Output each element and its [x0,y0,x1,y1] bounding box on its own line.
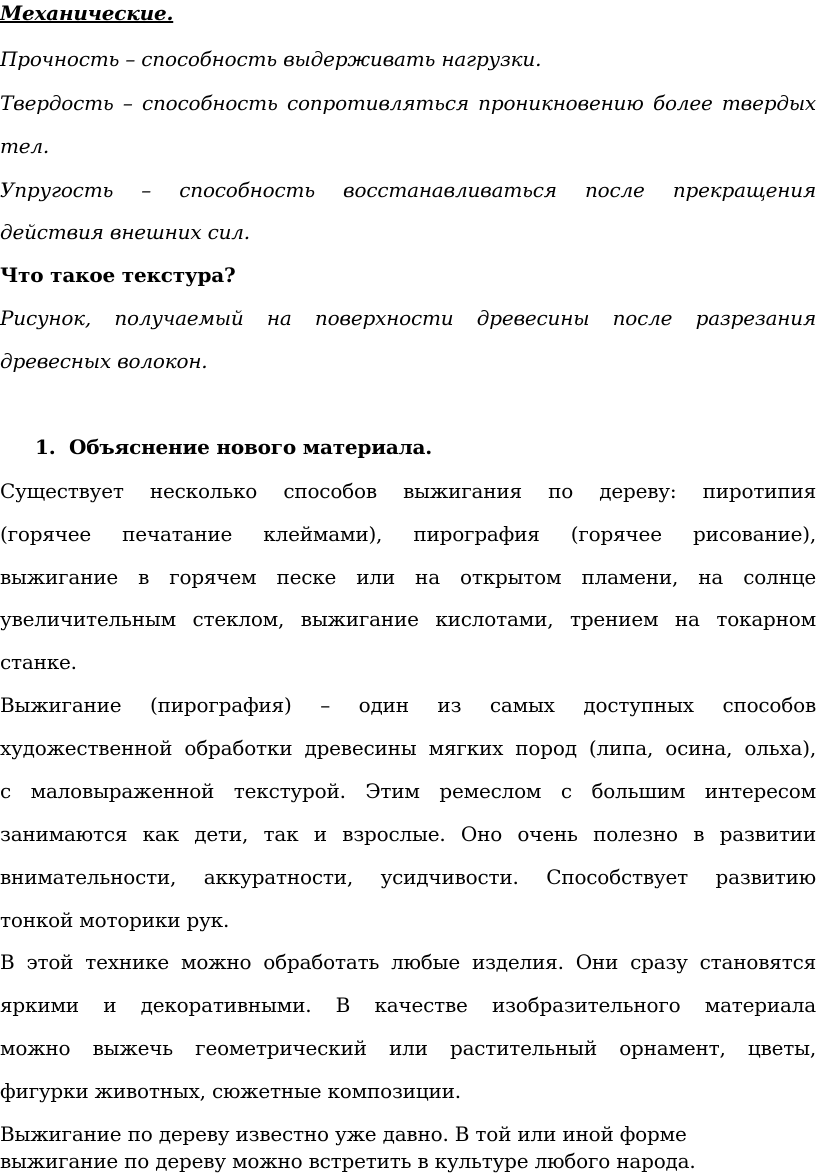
question-title: Что такое текстура? [0,263,236,287]
definition-elasticity-line2: действия внешних сил. [0,220,250,244]
paragraph-3-line-3: можно выжечь геометрический или растительный орнамент, цветы, [0,1036,816,1060]
definition-strength: Прочность – способность выдерживать нагрузки. [0,47,542,71]
definition-elasticity-line1: Упругость – способность восстанавливаться после прекращения [0,178,816,202]
paragraph-3-line-2: яркими и декоративными. В качестве изобразительного материала [0,993,816,1017]
new-material-heading [35,434,816,460]
paragraph-3-line-1: В этой технике можно обработать любые изделия. Они сразу становятся [0,950,816,974]
paragraph-1-line-1: Существует несколько способов выжигания по дереву: пиротипия [0,479,816,503]
new-material-number: 1. [35,435,56,459]
paragraph-1-line-2: (горячее печатание клеймами), пирография (горячее рисование), [0,522,816,546]
definition-hardness-line1: Твердость – способность сопротивляться проникновению более твердых [0,91,816,115]
section-heading: Механические. [0,1,174,25]
paragraph-2-line-2: художественной обработки древесины мягких пород (липа, осина, ольха), [0,736,816,760]
paragraph-2-line-6: тонкой моторики рук. [0,908,230,932]
question-answer-line2: древесных волокон. [0,349,208,373]
new-material-title: Объяснение нового материала. [69,435,433,459]
paragraph-2-line-5: внимательности, аккуратности, усидчивости. Способствует развитию [0,865,816,889]
paragraph-3-line-4: фигурки животных, сюжетные композиции. [0,1079,461,1103]
paragraph-4-line-2: выжигание по дереву можно встретить в культуре любого народа. [0,1149,696,1173]
paragraph-1-line-5: станке. [0,650,77,674]
paragraph-2-line-4: занимаются как дети, так и взрослые. Оно очень полезно в развитии [0,822,816,846]
definition-hardness-line2: тел. [0,134,50,158]
paragraph-4-line-1: Выжигание по дереву известно уже давно. В той или иной форме [0,1122,687,1146]
question-answer-line1: Рисунок, получаемый на поверхности древесины после разрезания [0,306,816,330]
paragraph-2-line-1: Выжигание (пирография) – один из самых доступных способов [0,693,816,717]
paragraph-1-line-3: выжигание в горячем песке или на открытом пламени, на солнце [0,565,816,589]
paragraph-1-line-4: увеличительным стеклом, выжигание кислотами, трением на токарном [0,607,816,631]
paragraph-2-line-3: с маловыраженной текстурой. Этим ремеслом с большим интересом [0,779,816,803]
